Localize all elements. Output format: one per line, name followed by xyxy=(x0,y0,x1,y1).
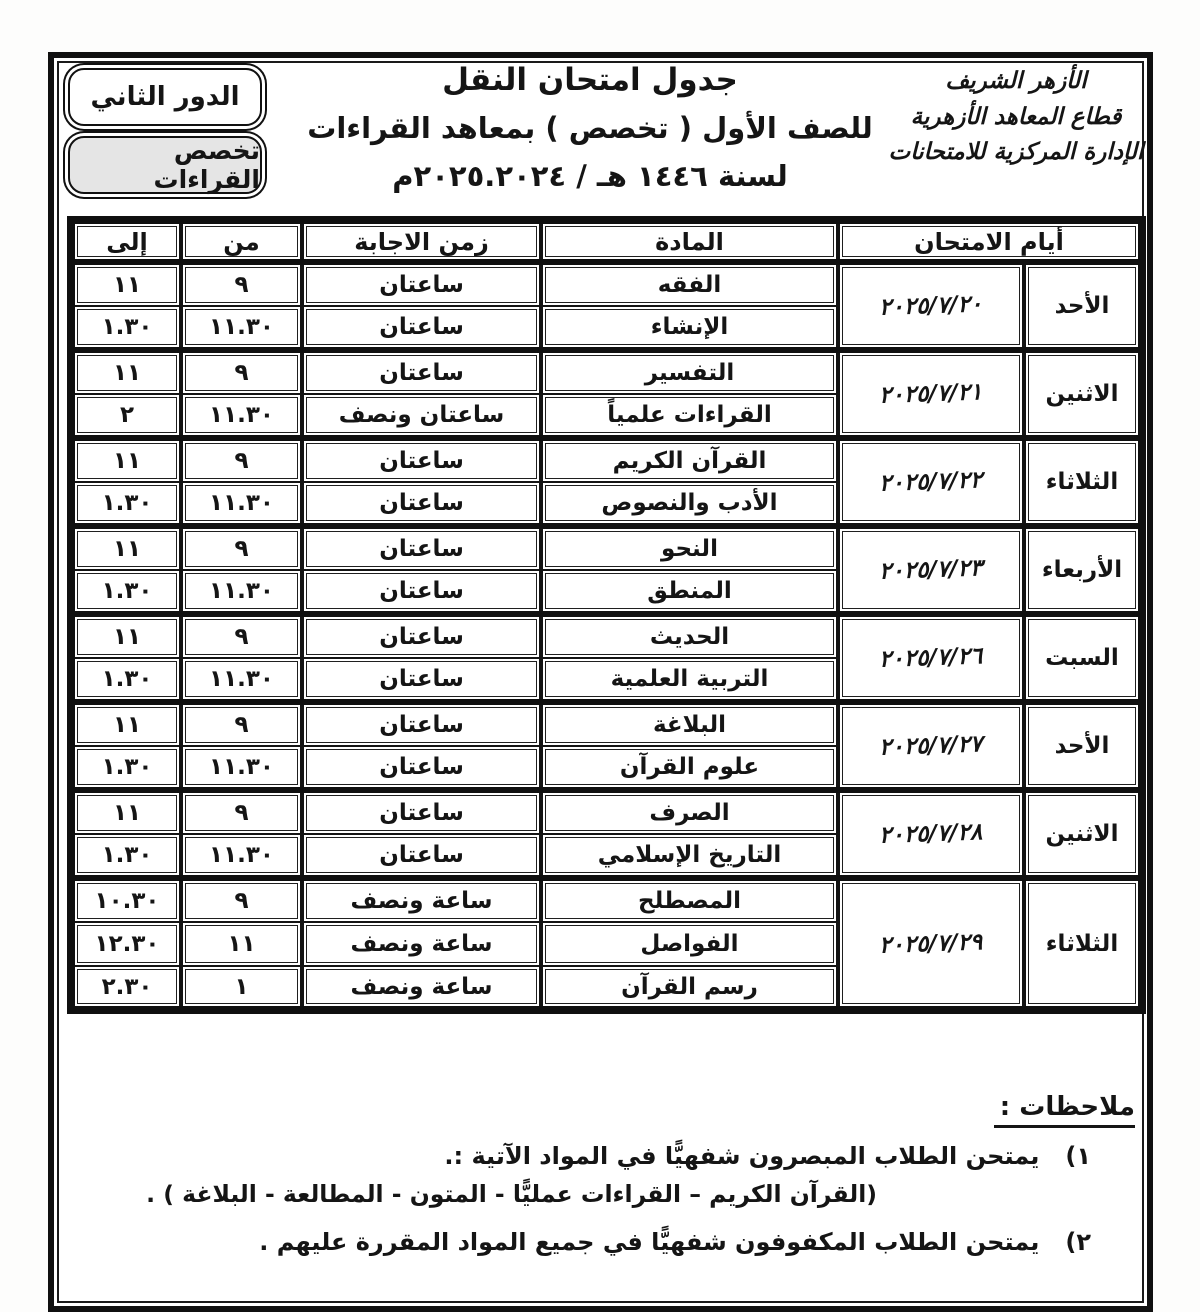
date-value: ٢٠٢٥/٧/٢٨ xyxy=(878,819,984,849)
note-item-1-subjects xyxy=(67,1180,1135,1208)
subject-cell: علوم القرآن xyxy=(541,746,838,790)
subject-cell: الصرف xyxy=(541,790,838,834)
subject-cell: المصطلح xyxy=(541,878,838,922)
duration-cell: ساعتان xyxy=(302,702,541,746)
date-value: ٢٠٢٥/٧/٢٩ xyxy=(878,928,984,959)
subject-cell: الفواصل xyxy=(541,922,838,966)
duration-cell: ساعتان ونصف xyxy=(302,394,541,438)
exam-schedule-table xyxy=(67,216,1146,1014)
day-cell: الأحد xyxy=(1024,702,1142,790)
header-exam-days: أيام الامتحان xyxy=(838,220,1142,262)
from-cell: ٩ xyxy=(181,878,302,922)
subject-cell: الأدب والنصوص xyxy=(541,482,838,526)
date-cell xyxy=(838,438,1024,526)
to-cell: ١٠.٣٠ xyxy=(71,878,181,922)
to-cell: ١١ xyxy=(71,262,181,306)
duration-cell: ساعتان xyxy=(302,834,541,878)
from-cell: ١١.٣٠ xyxy=(181,482,302,526)
from-cell: ١١.٣٠ xyxy=(181,570,302,614)
subject-cell: الإنشاء xyxy=(541,306,838,350)
day-cell: الثلاثاء xyxy=(1024,438,1142,526)
from-cell: ١١.٣٠ xyxy=(181,658,302,702)
note-1-text: يمتحن الطلاب المبصرون شفهيًّا في المواد الآتية :. xyxy=(444,1142,1040,1170)
from-cell: ١١.٣٠ xyxy=(181,834,302,878)
date-cell xyxy=(838,350,1024,438)
exam-day-group xyxy=(71,878,1142,1010)
to-cell: ١٢.٣٠ xyxy=(71,922,181,966)
org-line-3: الإدارة المركزية للامتحانات xyxy=(888,139,1144,166)
day-cell: السبت xyxy=(1024,614,1142,702)
table-row xyxy=(71,262,1142,306)
date-cell xyxy=(838,614,1024,702)
date-cell xyxy=(838,790,1024,878)
exam-day-group xyxy=(71,702,1142,790)
table-row xyxy=(71,526,1142,570)
specialization-label: تخصص القراءات xyxy=(153,136,260,194)
to-cell: ١.٣٠ xyxy=(71,482,181,526)
to-cell: ١.٣٠ xyxy=(71,306,181,350)
page-subtitle: للصف الأول ( تخصص ) بمعاهد القراءات xyxy=(307,111,873,145)
subject-cell: التفسير xyxy=(541,350,838,394)
date-cell xyxy=(838,878,1024,1010)
date-value: ٢٠٢٥/٧/٢٢ xyxy=(878,467,984,497)
note-2-number: ٢) xyxy=(1065,1228,1091,1256)
subject-cell: النحو xyxy=(541,526,838,570)
round-label: الدور الثاني xyxy=(90,82,240,112)
table-header-row xyxy=(71,220,1142,262)
day-cell: الاثنين xyxy=(1024,790,1142,878)
subject-cell: الحديث xyxy=(541,614,838,658)
from-cell: ٩ xyxy=(181,614,302,658)
header-duration: زمن الاجابة xyxy=(302,220,541,262)
duration-cell: ساعة ونصف xyxy=(302,922,541,966)
from-cell: ٩ xyxy=(181,350,302,394)
subject-cell: البلاغة xyxy=(541,702,838,746)
date-cell xyxy=(838,526,1024,614)
subject-cell: رسم القرآن xyxy=(541,966,838,1010)
org-line-2: قطاع المعاهد الأزهرية xyxy=(910,103,1122,130)
subject-cell: المنطق xyxy=(541,570,838,614)
exam-day-group xyxy=(71,526,1142,614)
duration-cell: ساعتان xyxy=(302,746,541,790)
footnotes-section xyxy=(67,1092,1135,1256)
day-cell: الاثنين xyxy=(1024,350,1142,438)
duration-cell: ساعتان xyxy=(302,658,541,702)
exam-day-group xyxy=(71,350,1142,438)
duration-cell: ساعتان xyxy=(302,614,541,658)
date-value: ٢٠٢٥/٧/٢٦ xyxy=(878,643,984,673)
subject-cell: التاريخ الإسلامي xyxy=(541,834,838,878)
from-cell: ٩ xyxy=(181,262,302,306)
date-cell xyxy=(838,262,1024,350)
duration-cell: ساعة ونصف xyxy=(302,878,541,922)
round-label-box xyxy=(68,68,262,126)
from-cell: ٩ xyxy=(181,526,302,570)
note-2-text: يمتحن الطلاب المكفوفون شفهيًّا في جميع المواد المقررة عليهم . xyxy=(259,1228,1040,1256)
date-value: ٢٠٢٥/٧/٢٠ xyxy=(878,291,984,321)
table-row xyxy=(71,790,1142,834)
date-value: ٢٠٢٥/٧/٢١ xyxy=(878,379,984,409)
to-cell: ١.٣٠ xyxy=(71,570,181,614)
duration-cell: ساعتان xyxy=(302,526,541,570)
table-row xyxy=(71,878,1142,922)
from-cell: ١١.٣٠ xyxy=(181,306,302,350)
to-cell: ١١ xyxy=(71,526,181,570)
day-cell: الأحد xyxy=(1024,262,1142,350)
day-cell: الأربعاء xyxy=(1024,526,1142,614)
exam-day-group xyxy=(71,790,1142,878)
exam-day-group xyxy=(71,438,1142,526)
page-year-line: لسنة ١٤٤٦ هـ / ٢٠٢٥.٢٠٢٤م xyxy=(392,159,788,193)
table-row xyxy=(71,614,1142,658)
header-to: إلى xyxy=(71,220,181,262)
from-cell: ٩ xyxy=(181,702,302,746)
duration-cell: ساعتان xyxy=(302,570,541,614)
table-row xyxy=(71,438,1142,482)
subject-cell: التربية العلمية xyxy=(541,658,838,702)
to-cell: ١.٣٠ xyxy=(71,746,181,790)
org-line-1: الأزهر الشريف xyxy=(945,68,1087,94)
subject-cell: القرآن الكريم xyxy=(541,438,838,482)
from-cell: ١١.٣٠ xyxy=(181,746,302,790)
organization-calligraphy-block xyxy=(885,64,1147,171)
subject-cell: القراءات علمياً xyxy=(541,394,838,438)
from-cell: ٩ xyxy=(181,438,302,482)
duration-cell: ساعتان xyxy=(302,306,541,350)
day-cell: الثلاثاء xyxy=(1024,878,1142,1010)
table-row xyxy=(71,702,1142,746)
exam-day-group xyxy=(71,262,1142,350)
exam-day-group xyxy=(71,614,1142,702)
date-value: ٢٠٢٥/٧/٢٣ xyxy=(878,555,984,585)
note-item-1 xyxy=(67,1142,1135,1170)
from-cell: ١١.٣٠ xyxy=(181,394,302,438)
to-cell: ١١ xyxy=(71,438,181,482)
duration-cell: ساعتان xyxy=(302,482,541,526)
from-cell: ١ xyxy=(181,966,302,1010)
to-cell: ١١ xyxy=(71,614,181,658)
to-cell: ٢.٣٠ xyxy=(71,966,181,1010)
duration-cell: ساعة ونصف xyxy=(302,966,541,1010)
to-cell: ١.٣٠ xyxy=(71,834,181,878)
date-cell xyxy=(838,702,1024,790)
duration-cell: ساعتان xyxy=(302,350,541,394)
to-cell: ١١ xyxy=(71,790,181,834)
document-title-block xyxy=(300,62,880,193)
header-from: من xyxy=(181,220,302,262)
table-row xyxy=(71,350,1142,394)
page-title: جدول امتحان النقل xyxy=(442,62,738,98)
duration-cell: ساعتان xyxy=(302,262,541,306)
header-subject: المادة xyxy=(541,220,838,262)
to-cell: ١.٣٠ xyxy=(71,658,181,702)
to-cell: ١١ xyxy=(71,702,181,746)
note-1-number: ١) xyxy=(1065,1142,1091,1170)
note-1-subjects-text: (القرآن الكريم – القراءات عمليًّا - المتون - المطالعة - البلاغة ) . xyxy=(146,1180,877,1208)
note-item-2 xyxy=(67,1228,1135,1256)
duration-cell: ساعتان xyxy=(302,438,541,482)
to-cell: ٢ xyxy=(71,394,181,438)
specialization-label-box xyxy=(68,136,262,194)
date-value: ٢٠٢٥/٧/٢٧ xyxy=(878,731,984,761)
subject-cell: الفقه xyxy=(541,262,838,306)
duration-cell: ساعتان xyxy=(302,790,541,834)
notes-heading: ملاحظات : xyxy=(994,1092,1135,1128)
from-cell: ٩ xyxy=(181,790,302,834)
to-cell: ١١ xyxy=(71,350,181,394)
from-cell: ١١ xyxy=(181,922,302,966)
